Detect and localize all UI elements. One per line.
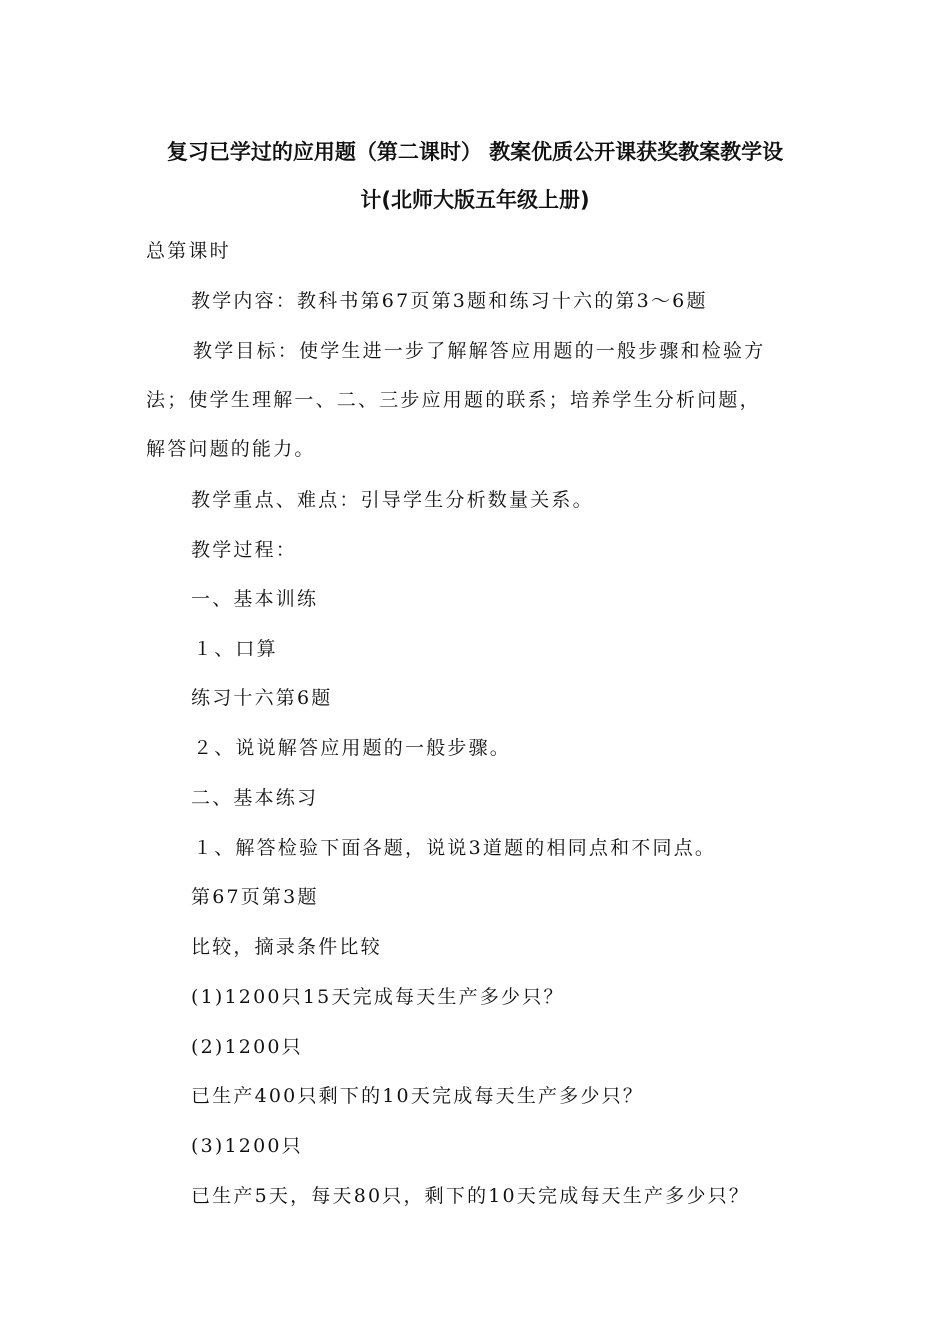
- teaching-content: 教学内容：教科书第67页第3题和练习十六的第3～6题: [191, 290, 708, 312]
- list-item-steps: ２、说说解答应用题的一般步骤。: [193, 737, 512, 759]
- problem-1: (1)1200只15天完成每天生产多少只？: [191, 986, 565, 1008]
- list-item-oral-calculation: １、口算: [193, 638, 278, 660]
- comparison-note: 比较，摘录条件比较: [191, 936, 382, 958]
- list-item-solve-and-check: １、解答检验下面各题，说说3道题的相同点和不同点。: [193, 837, 717, 859]
- teaching-goal-line-2: 法；使学生理解一、二、三步应用题的联系；培养学生分析问题，: [146, 389, 761, 411]
- problem-3-label: (3)1200只: [191, 1135, 303, 1157]
- document-title-line-2: 计(北师大版五年级上册): [360, 188, 590, 212]
- teaching-goal-line-1: 教学目标：使学生进一步了解解答应用题的一般步骤和检验方: [193, 340, 766, 362]
- document-title-line-1: 复习已学过的应用题（第二课时） 教案优质公开课获奖教案教学设: [166, 140, 784, 164]
- section-heading-basic-training: 一、基本训练: [191, 588, 319, 610]
- problem-2-body: 已生产400只剩下的10天完成每天生产多少只？: [191, 1085, 645, 1107]
- page-reference: 第67页第3题: [191, 886, 319, 908]
- problem-3-body: 已生产5天，每天80只，剩下的10天完成每天生产多少只？: [191, 1185, 751, 1207]
- problem-2-label: (2)1200只: [191, 1036, 303, 1058]
- section-heading-basic-practice: 二、基本练习: [191, 787, 319, 809]
- teaching-goal-line-3: 解答问题的能力。: [146, 438, 316, 460]
- exercise-reference: 练习十六第6题: [191, 687, 333, 709]
- teaching-process-heading: 教学过程：: [191, 539, 298, 561]
- key-points: 教学重点、难点：引导学生分析数量关系。: [191, 489, 594, 511]
- total-lesson-label: 总第课时: [146, 240, 231, 262]
